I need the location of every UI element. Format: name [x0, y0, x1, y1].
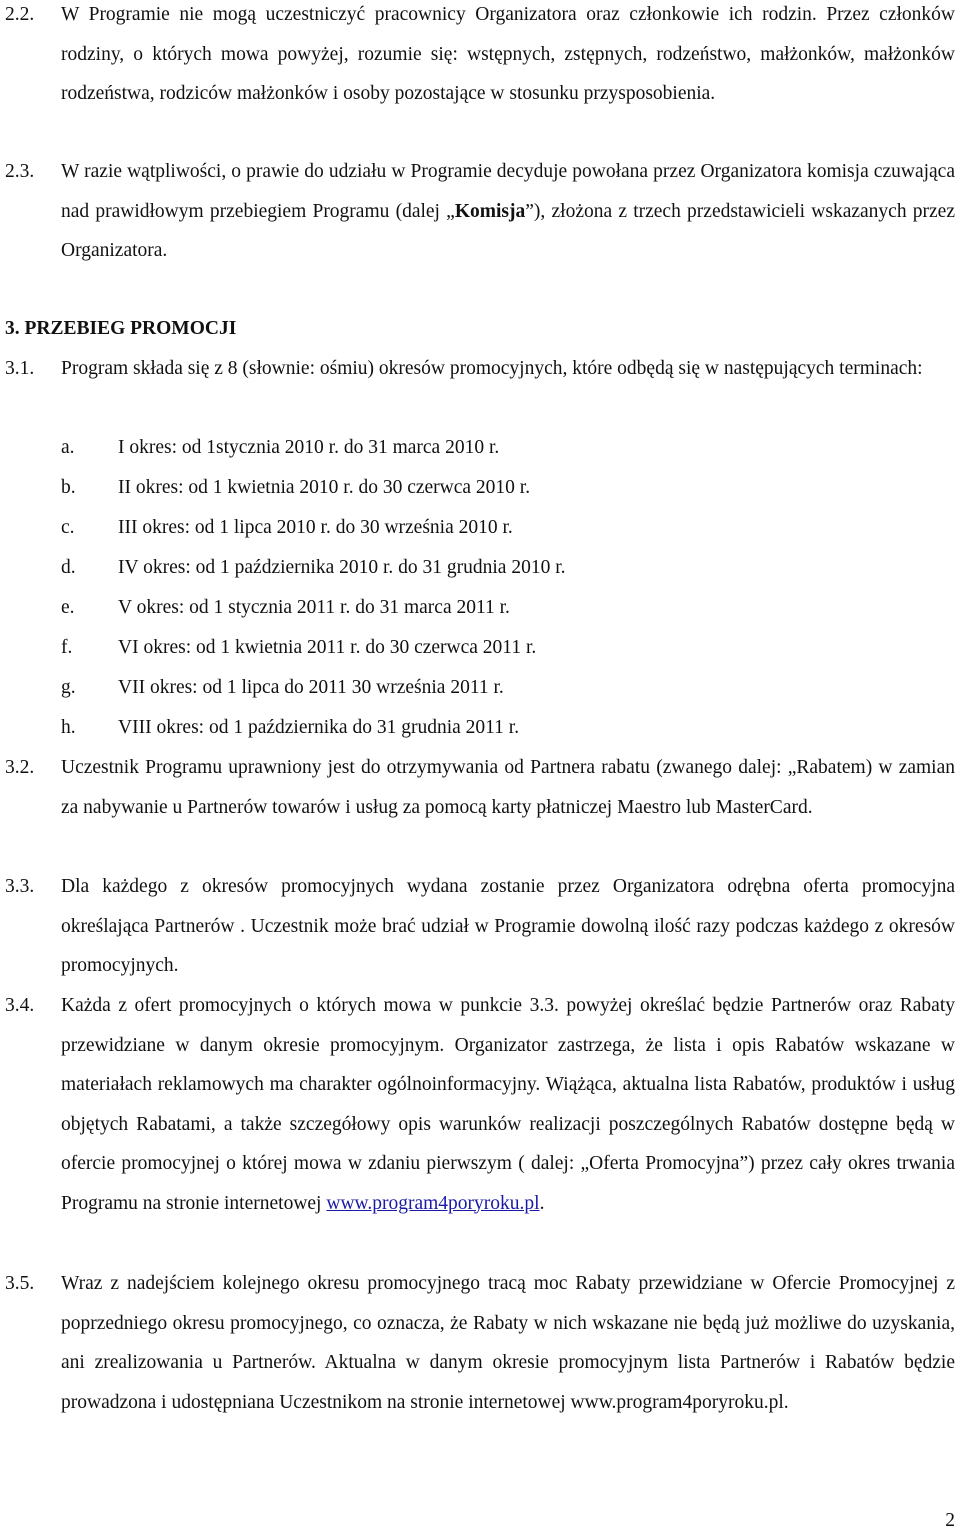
section-2-2: [5, 0, 955, 114]
komisja-term: Komisja: [454, 200, 526, 222]
section-text: Wraz z nadejściem kolejnego okresu promocyjnego tracą moc Rabaty przewidziane w Ofercie Promocyjnej z poprzedniego okresu promocyjnego, co oznacza, że Rabaty w nich wskazane nie będą już możliwe do uzyskania, ani zrealizowania u Partnerów. Aktualna w danym okresie promocyjnym lista Partnerów i Rabatów będzie prowadzona i udostępniana Uczestnikom na stronie internetowej www.program4poryroku.pl.: [61, 1273, 955, 1413]
page-number: 2: [945, 1510, 955, 1531]
section-number: 3.1.: [5, 358, 35, 379]
section-3-3: [5, 867, 955, 986]
period-item: f. VI okres: od 1 kwietnia 2011 r. do 30 czerwca 2011 r.: [61, 637, 537, 658]
period-item: e. V okres: od 1 stycznia 2011 r. do 31 marca 2011 r.: [61, 597, 510, 618]
section-number: 3.3.: [5, 876, 35, 897]
section-text: W razie wątpliwości, o prawie do udziału w Programie decyduje powołana przez Organizatora komisja czuwająca nad prawidłowym przebiegiem Programu (dalej „Komisja”), złożona z trzech przedstawicieli wskazanych przez Organizatora.: [61, 161, 955, 261]
period-item: d. IV okres: od 1 października 2010 r. do 31 grudnia 2010 r.: [61, 557, 566, 578]
period-item: c. III okres: od 1 lipca 2010 r. do 30 września 2010 r.: [61, 517, 513, 538]
section-3-2: [5, 748, 955, 827]
section-heading: 3. PRZEBIEG PROMOCJI: [5, 318, 237, 339]
section-number: 3.2.: [5, 757, 35, 778]
section-number: 3.4.: [5, 995, 35, 1016]
period-item: a. I okres: od 1stycznia 2010 r. do 31 marca 2010 r.: [61, 437, 500, 458]
section-number: 2.3.: [5, 161, 35, 182]
section-number: 3.5.: [5, 1273, 35, 1294]
section-number: 2.2.: [5, 4, 35, 25]
program-website-link[interactable]: www.program4poryroku.pl: [326, 1192, 540, 1214]
section-3-5: [5, 1264, 955, 1422]
section-text: Dla każdego z okresów promocyjnych wydana zostanie przez Organizatora odrębna oferta promocyjna określająca Partnerów . Uczestnik może brać udział w Programie dowolną ilość razy podczas każdego z okresów promocyjnych.: [61, 876, 955, 976]
period-item: b. II okres: od 1 kwietnia 2010 r. do 30 czerwca 2010 r.: [61, 477, 531, 498]
section-text: Uczestnik Programu uprawniony jest do otrzymywania od Partnera rabatu (zwanego dalej: „Rabatem) w zamian za nabywanie u Partnerów towarów i usług za pomocą karty płatniczej Maestro lub MasterCard.: [61, 757, 955, 818]
period-item: g. VII okres: od 1 lipca do 2011 30 września 2011 r.: [61, 677, 504, 698]
section-2-3: [5, 152, 955, 271]
section-text: Program składa się z 8 (słownie: ośmiu) okresów promocyjnych, które odbędą się w następujących terminach:: [61, 358, 923, 379]
period-item: h. VIII okres: od 1 października do 31 grudnia 2011 r.: [61, 717, 520, 738]
section-text: Każda z ofert promocyjnych o których mowa w punkcie 3.3. powyżej określać będzie Partnerów oraz Rabaty przewidziane w danym okresie promocyjnym. Organizator zastrzega, że lista i opis Rabatów wskazane w materiałach reklamowych ma charakter ogólnoinformacyjny. Wiążąca, aktualna lista Rabatów, produktów i usług objętych Rabatami, a także szczegółowy opis warunków realizacji poszczególnych Rabatów dostępne będą w ofercie promocyjnej o której mowa w zdaniu pierwszym ( dalej: „Oferta Promocyjna”) przez cały okres trwania Programu na stronie internetowej www.program4poryroku.pl.: [61, 995, 955, 1214]
section-3-4: [5, 986, 955, 1223]
section-3-1: [5, 349, 955, 389]
section-text: W Programie nie mogą uczestniczyć pracownicy Organizatora oraz członkowie ich rodzin. Przez członków rodziny, o których mowa powyżej, rozumie się: wstępnych, zstępnych, rodzeństwo, małżonków, małżonków rodzeństwa, rodziców małżonków i osoby pozostające w stosunku przysposobienia.: [61, 4, 955, 104]
